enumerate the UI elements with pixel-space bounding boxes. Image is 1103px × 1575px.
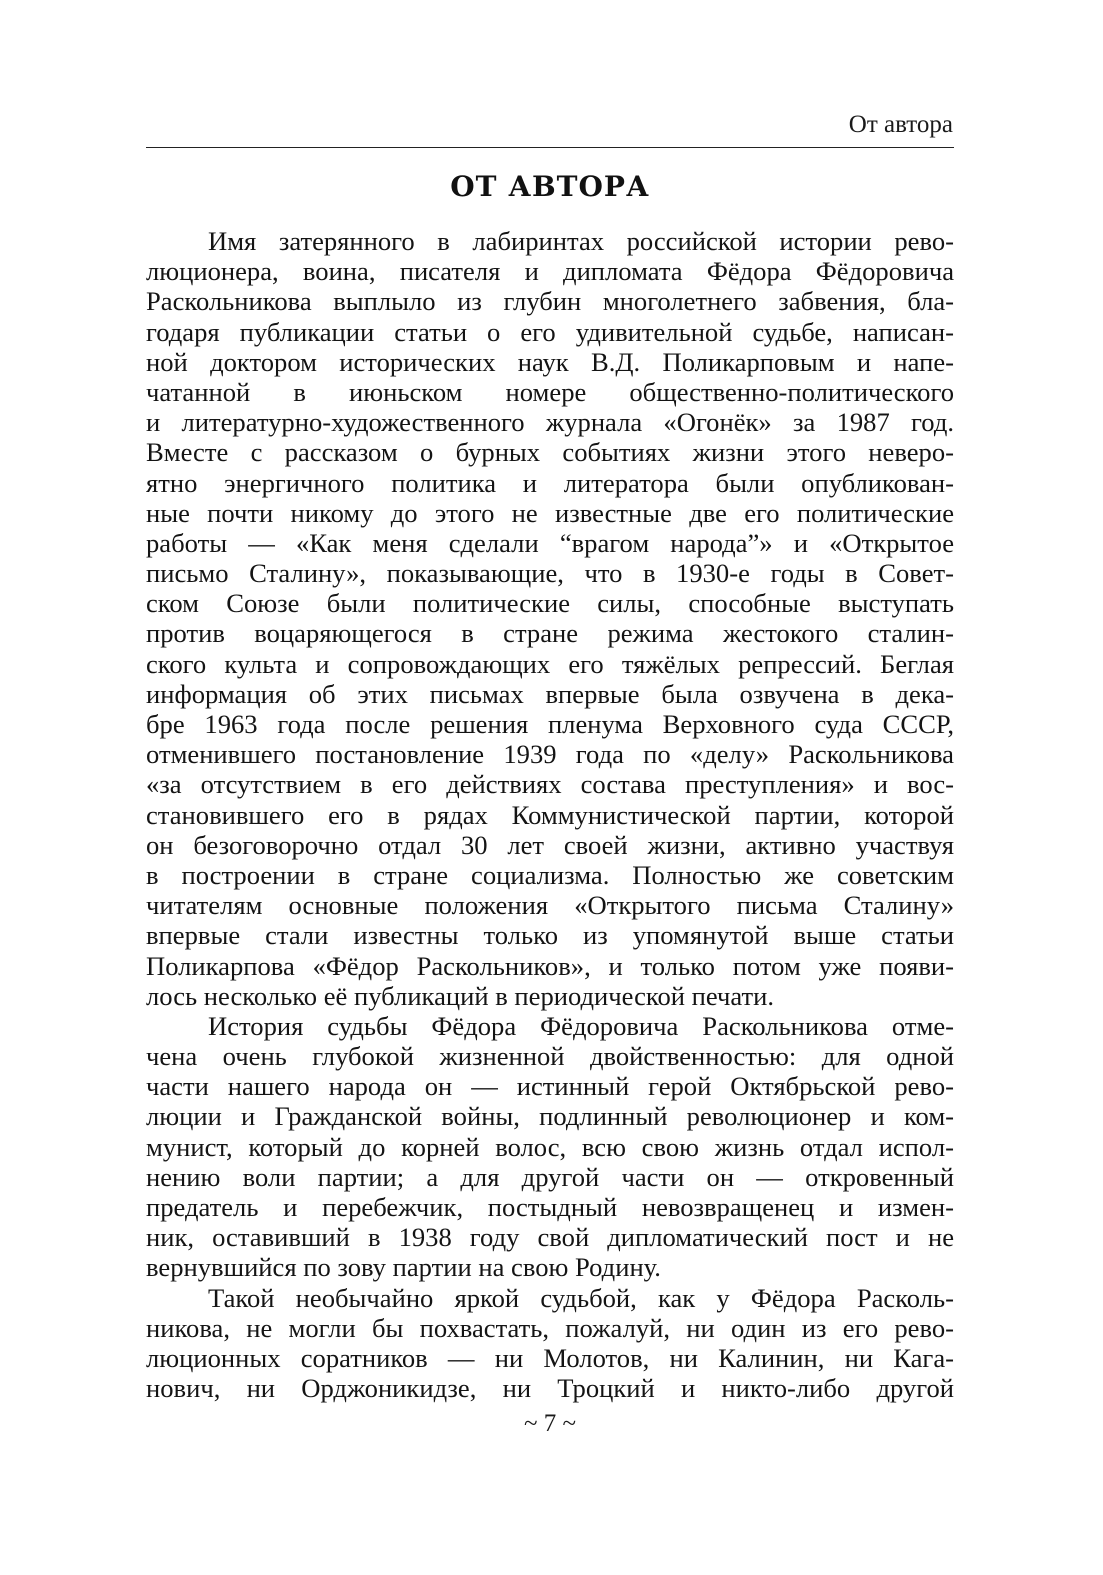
text-line: становившего его в рядах Коммунистической партии, которой (146, 799, 954, 830)
text-line: ского культа и сопровождающих его тяжёлых репрессий. Беглая (146, 648, 954, 679)
page-number: ~ 7 ~ (523, 1410, 577, 1437)
body-text (146, 226, 954, 1403)
text-line: работы — «Как меня сделали “врагом народа”» и «Открытое (146, 527, 954, 558)
text-line: информация об этих письмах впервые была озвучена в дека- (146, 678, 954, 709)
text-line: нению воли партии; а для другой части он — откровенный (146, 1161, 954, 1192)
paragraph (146, 1011, 954, 1283)
text-line: ные почти никому до этого не известные две его политические (146, 497, 954, 528)
text-line: чатанной в июньском номере общественно-политического (146, 376, 954, 407)
paragraph (146, 1283, 954, 1404)
text-line: вернувшийся по зову партии на свою Родину. (146, 1252, 661, 1283)
text-line: ной доктором исторических наук В.Д. Поликарповым и напе- (146, 346, 954, 377)
paragraph (146, 226, 954, 1011)
text-line: письмо Сталину», показывающие, что в 1930-е годы в Совет- (146, 558, 954, 589)
text-line: читателям основные положения «Открытого письма Сталину» (146, 890, 954, 921)
chapter-title: ОТ АВТОРА (450, 170, 650, 203)
text-line: впервые стали известны только из упомянутой выше статьи (146, 920, 954, 951)
text-line: Раскольникова выплыло из глубин многолетнего забвения, бла- (146, 286, 954, 317)
text-line: в построении в стране социализма. Полностью же советским (146, 859, 954, 890)
text-line: бре 1963 года после решения пленума Верховного суда СССР, (146, 709, 954, 739)
text-line: части нашего народа он — истинный герой Октябрьской рево- (146, 1071, 954, 1102)
text-line: ник, оставивший в 1938 году свой дипломатический пост и не (146, 1222, 954, 1253)
text-line: против воцаряющегося в стране режима жестокого сталин- (146, 618, 954, 649)
text-line: Имя затерянного в лабиринтах российской истории рево- (208, 226, 954, 256)
text-line: ском Союзе были политические силы, способные выступать (146, 588, 954, 619)
text-line: чена очень глубокой жизненной двойственностью: для одной (146, 1041, 954, 1072)
text-line: годаря публикации статьи о его удивительной судьбе, написан- (146, 316, 954, 347)
text-line: люционера, воина, писателя и дипломата Фёдора Фёдоровича (146, 256, 954, 287)
running-head: От автора (848, 111, 953, 138)
text-line: мунист, который до корней волос, всю свою жизнь отдал испол- (146, 1131, 954, 1162)
text-line: лось несколько её публикаций в периодической печати. (146, 980, 775, 1011)
text-line: Такой необычайно яркой судьбой, как у Фёдора Расколь- (208, 1282, 954, 1313)
text-line: «за отсутствием в его действиях состава преступления» и вос- (146, 769, 954, 800)
text-line: История судьбы Фёдора Фёдоровича Раскольникова отме- (208, 1010, 954, 1041)
text-line: люции и Гражданской войны, подлинный революционер и ком- (146, 1101, 954, 1132)
text-line: предатель и перебежчик, постыдный невозвращенец и измен- (146, 1192, 954, 1222)
text-line: Вместе с рассказом о бурных событиях жизни этого неверо- (146, 437, 954, 468)
text-line: Поликарпова «Фёдор Раскольников», и только потом уже появи- (146, 950, 954, 981)
text-line: отменившего постановление 1939 года по «делу» Раскольникова (146, 739, 954, 770)
text-line: ятно энергичного политика и литератора были опубликован- (146, 467, 954, 498)
text-line: никова, не могли бы похвастать, пожалуй, ни один из его рево- (146, 1312, 954, 1343)
text-line: люционных соратников — ни Молотов, ни Калинин, ни Кага- (146, 1342, 954, 1373)
text-line: нович, ни Орджоникидзе, ни Троцкий и никто-либо другой (146, 1373, 954, 1404)
text-line: он безоговорочно отдал 30 лет своей жизни, активно участвуя (146, 829, 954, 860)
text-line: и литературно-художественного журнала «Огонёк» за 1987 год. (146, 407, 954, 438)
header-rule (146, 147, 954, 148)
